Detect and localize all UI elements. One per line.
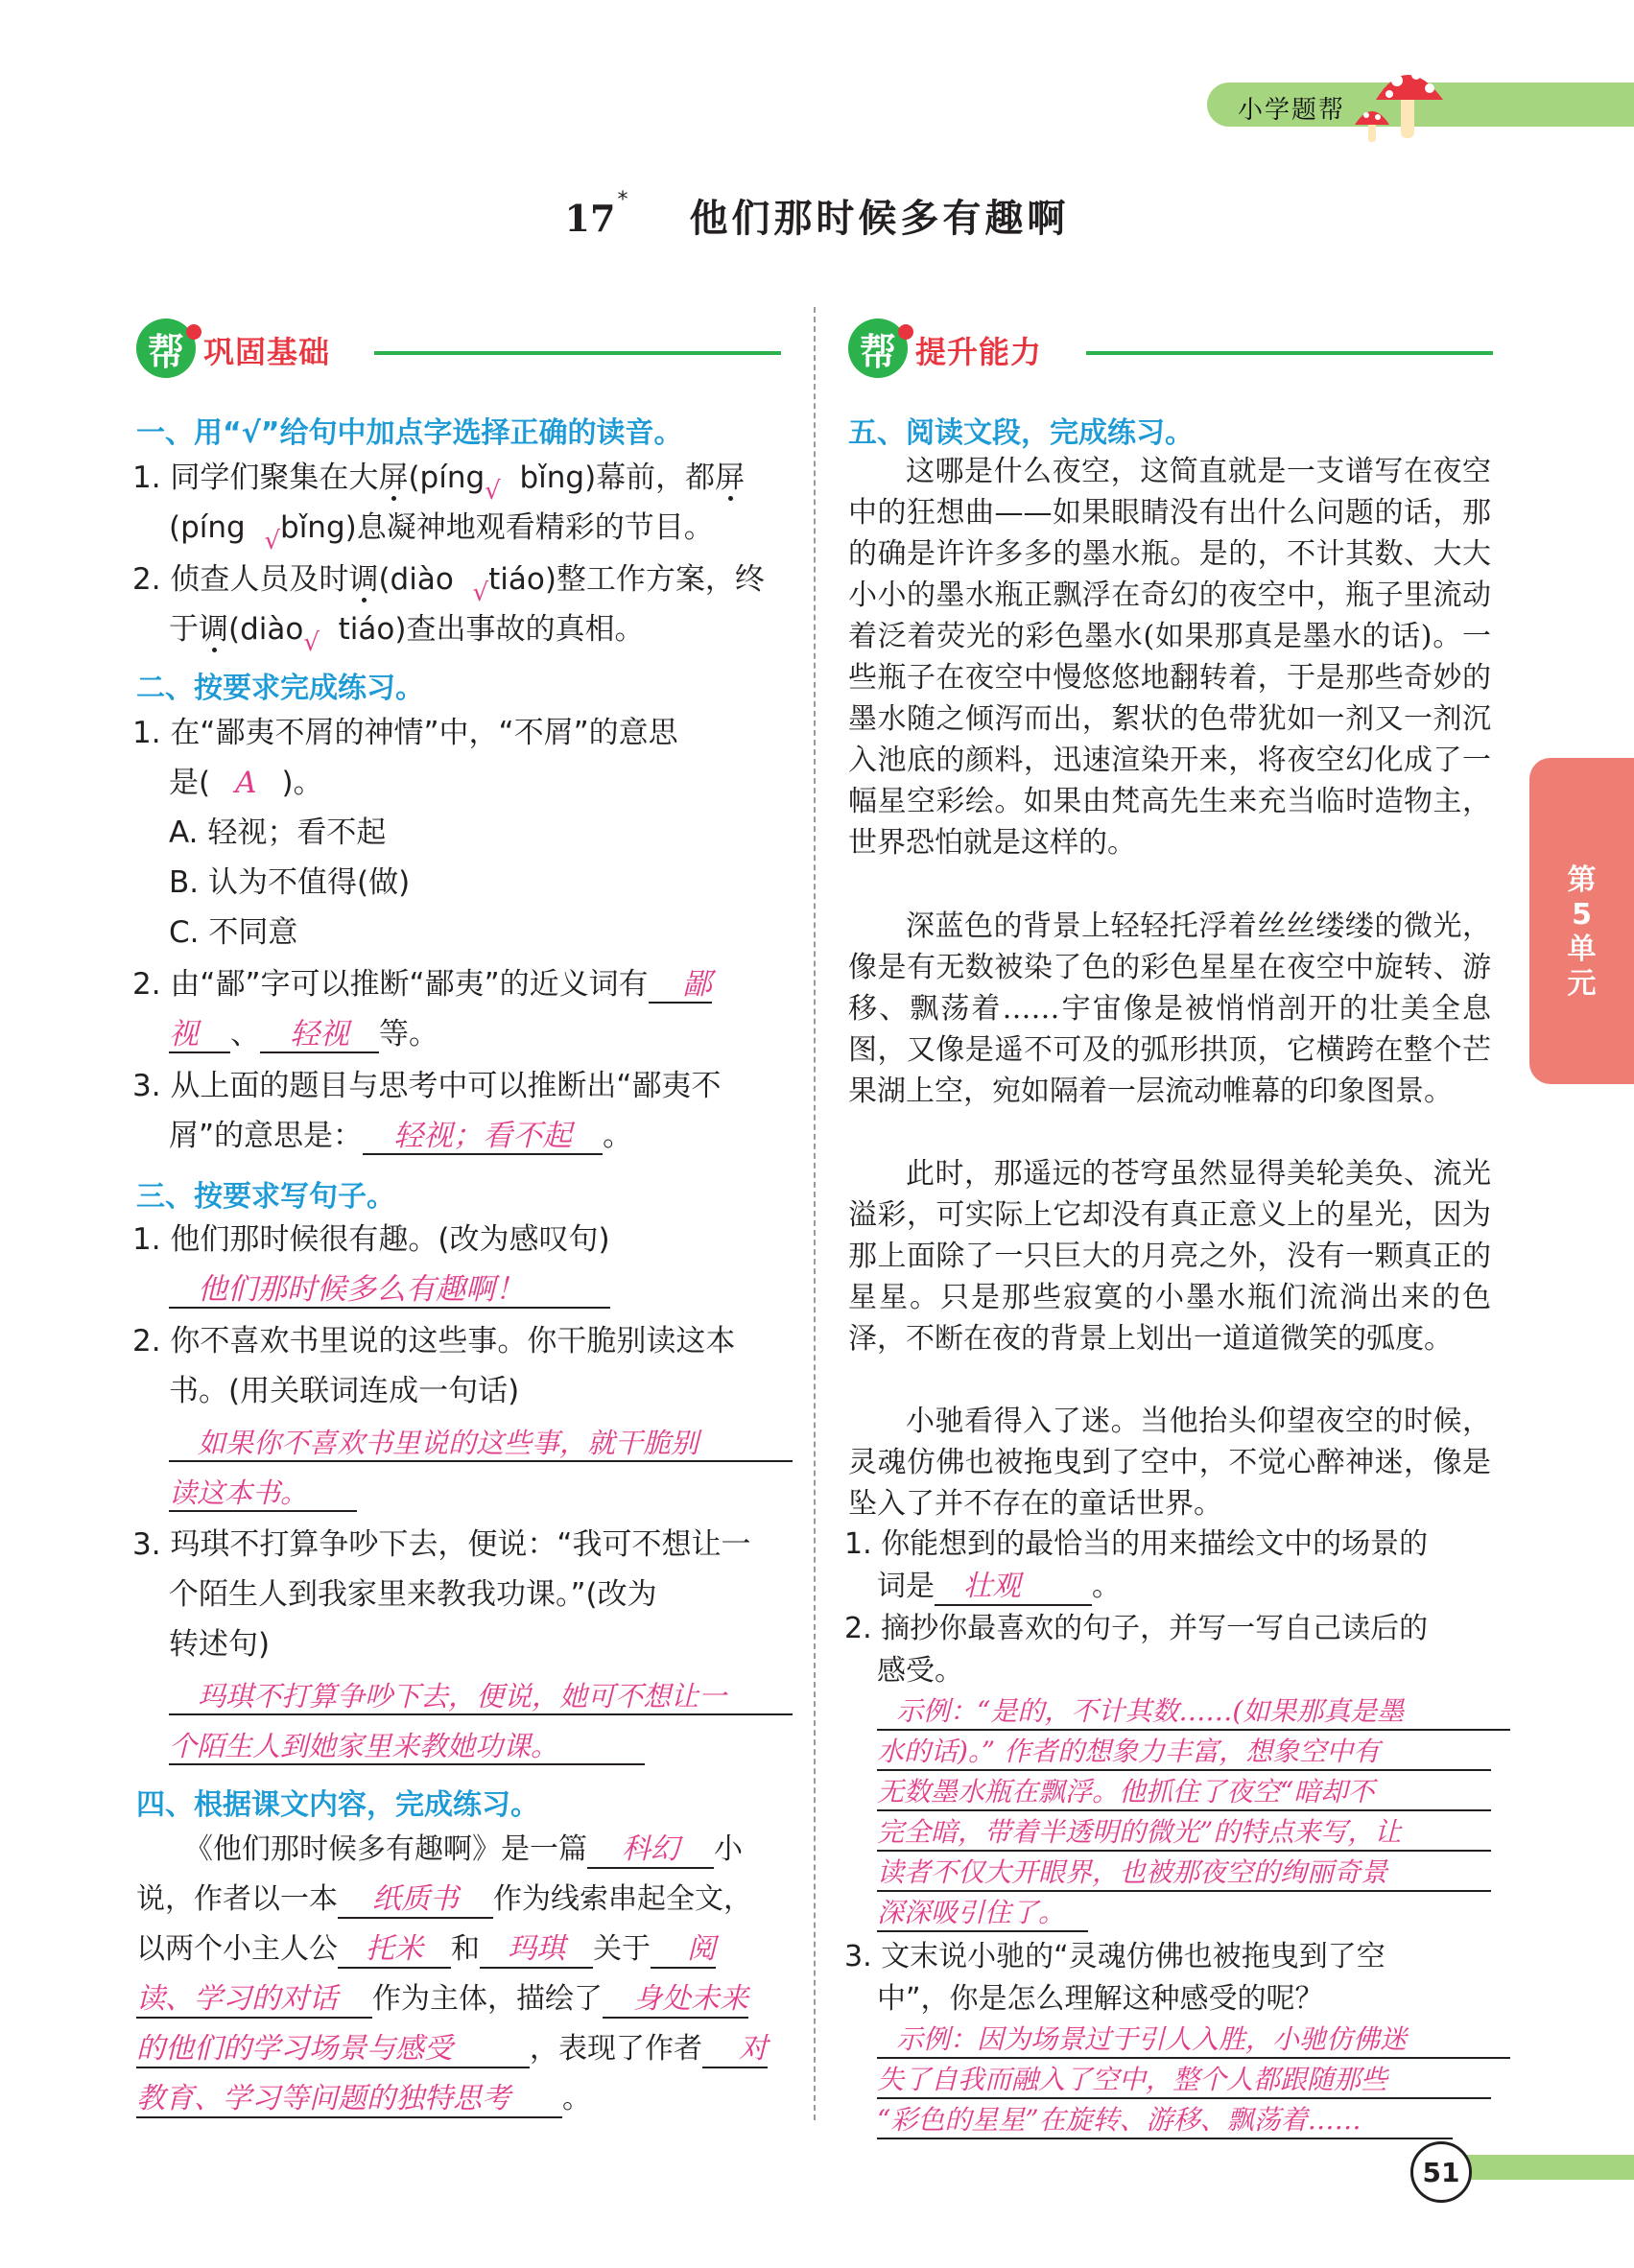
- q2-item1-line2: 是( A )。: [169, 766, 323, 800]
- answer-text: 壮观: [935, 1570, 1092, 1606]
- question-5-heading: 五、阅读文段，完成练习。: [848, 416, 1194, 450]
- answer-text: 阅: [651, 1932, 716, 1969]
- q4-line3: 以两个小主人公 托米 和 玛琪 关于 阅: [136, 1930, 716, 1969]
- section-header-basics: [136, 313, 781, 390]
- q5-item1-line1: 1. 你能想到的最恰当的用来描绘文中的场景的: [844, 1527, 1429, 1561]
- q2-item3-line2: 屑”的意思是： 轻视；看不起 。: [169, 1119, 633, 1153]
- q3-item2-line1: 2. 你不喜欢书里说的这些事。你干脆别读这本: [132, 1324, 736, 1358]
- reading-paragraph-1: 这哪是什么夜空，这简直就是一支谱写在夜空中的狂想曲——如果眼睛没有出什么问题的话，那的确是许许多多的墨水瓶。是的，不计其数、大大小小的墨水瓶正飘浮在奇幻的夜空中，瓶子里流动着泛着荧光的彩色墨水(如果那真是墨水的话)。一些瓶子在夜空中慢悠悠地翻转着，于是那些奇妙的墨水随之倾泻而出，絮状的色带犹如一剂又一剂沉入池底的颜料，迅速渲染开来，将夜空幻化成了一幅星空彩绘。如果由梵高先生来充当临时造物主，世界恐怕就是这样的。: [848, 455, 1491, 860]
- column-divider: [814, 307, 816, 2120]
- page-title: [0, 188, 1634, 243]
- brand-label: 小学题帮: [1238, 96, 1346, 125]
- unit-tab: [1529, 758, 1634, 1084]
- q1-item1-line1: 1. 同学们聚集在大屏(píng$_√$ bǐng)幕前，都屏: [132, 461, 746, 506]
- q2-item2-line1: 2. 由“鄙”字可以推断“鄙夷”的近义词有 鄙: [132, 967, 712, 1002]
- answer-text: 读、学习的对话: [136, 1982, 372, 2019]
- answer-text: 的他们的学习场景与感受: [136, 2032, 530, 2068]
- answer-text: 水的话)。” 作者的想象力丰富，想象空中有: [877, 1735, 1491, 1771]
- check-mark: √: [264, 527, 281, 555]
- q4-line2: 说，作者以一本 纸质书 作为线索串起全文，: [136, 1880, 752, 1919]
- question-4-heading: 四、根据课文内容，完成练习。: [136, 1788, 539, 1822]
- unit-tab-label: 第 5 单 元: [1567, 863, 1597, 1001]
- question-2-heading: 二、按要求完成练习。: [136, 672, 424, 705]
- answer-text: “彩色的星星”在旋转、游移、飘荡着……: [877, 2103, 1453, 2139]
- q1-item2-line2: 于调(diào$_√$ tiáo)查出事故的真相。: [169, 612, 645, 657]
- q5-item2-answer: [877, 1692, 1510, 1731]
- q3-item2-answer: [169, 1474, 357, 1512]
- answer-text: 身处未来: [603, 1982, 748, 2019]
- section-badge: 帮: [136, 319, 196, 378]
- dotted-char: 调: [199, 612, 228, 647]
- option-c: C. 不同意: [169, 915, 298, 950]
- q5-item2-answer: [877, 1733, 1491, 1771]
- q3-item3-answer: [169, 1677, 793, 1715]
- q5-item3-line2: 中”，你是怎么理解这种感受的呢？: [877, 1982, 1324, 2016]
- answer-text: 教育、学习等问题的独特思考: [136, 2082, 562, 2118]
- answer-text: 如果你不喜欢书里说的这些事，就干脆别: [169, 1426, 793, 1462]
- answer-text: 轻视；看不起: [363, 1119, 603, 1155]
- q5-item3-answer: [877, 2020, 1510, 2059]
- q1-item2-line1: 2. 侦查人员及时调(diào $_√$tiáo)整工作方案，终: [132, 562, 765, 607]
- q5-item1-line2: 词是 壮观 。: [877, 1568, 1121, 1606]
- q4-line6: 教育、学习等问题的独特思考 。: [136, 2080, 591, 2118]
- answer-text: 深深吸引住了。: [877, 1896, 1088, 1932]
- answer-text: 玛琪: [480, 1932, 593, 1969]
- answer-text: 个陌生人到她家里来教她功课。: [169, 1729, 645, 1765]
- answer-text: 纸质书: [338, 1882, 493, 1919]
- question-1-heading: 一、用“√”给句中加点字选择正确的读音。: [136, 416, 683, 450]
- mushroom-icon: [1351, 56, 1456, 148]
- answer-text: 轻视: [260, 1017, 379, 1053]
- q2-item1-line1: 1. 在“鄙夷不屑的神情”中，“不屑”的意思: [132, 716, 678, 750]
- answer-text: 他们那时候多么有趣啊！: [169, 1272, 610, 1309]
- section-rule: [1086, 351, 1493, 355]
- q3-item3-line1: 3. 玛琪不打算争吵下去，便说：“我可不想让一: [132, 1527, 751, 1562]
- q2-item3-line1: 3. 从上面的题目与思考中可以推断出“鄙夷不: [132, 1069, 722, 1103]
- answer-text: 读者不仅大开眼界，也被那夜空的绚丽奇景: [877, 1855, 1491, 1892]
- reading-paragraph-2: 深蓝色的背景上轻轻托浮着丝丝缕缕的微光，像是有无数被染了色的彩色星星在夜空中旋转、游移、飘荡着……宇宙像是被悄悄剖开的壮美全息图，又像是遥不可及的弧形拱顶，它横跨在整个芒果湖上空，宛如隔着一层流动帷幕的印象图景。: [848, 910, 1491, 1108]
- q5-item2-answer: [877, 1813, 1491, 1852]
- q3-item1: 1. 他们那时候很有趣。(改为感叹句): [132, 1222, 610, 1257]
- q5-item2-answer: [877, 1854, 1491, 1892]
- dotted-char: 屏: [378, 461, 409, 495]
- answer-text: 示例：“是的，不计其数……(如果那真是墨: [877, 1694, 1510, 1731]
- option-a: A. 轻视；看不起: [169, 815, 387, 850]
- question-3-heading: 三、按要求写句子。: [136, 1180, 395, 1214]
- q2-item2-line2: 视 、 轻视 等。: [169, 1017, 438, 1051]
- q5-item2-answer: [877, 1773, 1491, 1811]
- answer-text: 玛琪不打算争吵下去，便说，她可不想让一: [169, 1679, 793, 1715]
- q4-line1: 《他们那时候多有趣啊》是一篇 科幻 小: [136, 1831, 743, 1869]
- answer-text: 读这本书。: [169, 1476, 357, 1512]
- answer-text: 托米: [338, 1932, 451, 1969]
- lesson-title: 他们那时候多有趣啊: [689, 197, 1070, 241]
- dotted-char: 屏: [715, 461, 746, 495]
- q5-item2-line1: 2. 摘抄你最喜欢的句子，并写一写自己读后的: [844, 1612, 1429, 1645]
- section-rule: [374, 351, 781, 355]
- check-mark: √: [485, 477, 501, 506]
- answer-text: A: [235, 766, 257, 800]
- q3-item3-line2: 个陌生人到我家里来教我功课。”(改为: [169, 1577, 657, 1612]
- q5-item2-line2: 感受。: [877, 1654, 963, 1688]
- lesson-mark: *: [617, 188, 628, 212]
- answer-text: 无数墨水瓶在飘浮。他抓住了夜空“暗却不: [877, 1775, 1491, 1811]
- answer-text: 完全暗，带着半透明的微光”的特点来写，让: [877, 1815, 1491, 1852]
- section-title: 巩固基础: [203, 334, 331, 370]
- q5-item3-line1: 3. 文末说小驰的“灵魂仿佛也被拖曳到了空: [844, 1940, 1385, 1973]
- dotted-char: 调: [348, 562, 379, 597]
- q4-line4: 读、学习的对话 作为主体，描绘了 身处未来: [136, 1980, 748, 2019]
- option-b: B. 认为不值得(做): [169, 865, 411, 900]
- check-mark: √: [303, 628, 320, 657]
- answer-text: 鄙: [649, 967, 712, 1004]
- q5-item3-answer: [877, 2061, 1491, 2099]
- lesson-number: 17: [564, 197, 616, 240]
- page-number: 51: [1410, 2141, 1472, 2203]
- q4-line5: 的他们的学习场景与感受 ，表现了作者 对: [136, 2030, 768, 2068]
- answer-text: 失了自我而融入了空中，整个人都跟随那些: [877, 2063, 1491, 2099]
- reading-paragraph-4: 小驰看得入了迷。当他抬头仰望夜空的时候，灵魂仿佛也被拖曳到了空中，不觉心醉神迷，像是坠入了并不存在的童话世界。: [848, 1405, 1491, 1521]
- answer-text: 视: [169, 1017, 230, 1053]
- section-badge: 帮: [848, 319, 908, 378]
- reading-paragraph-3: 此时，那遥远的苍穹虽然显得美轮美奂、流光溢彩，可实际上它却没有真正意义上的星光，因为那上面除了一只巨大的月亮之外，没有一颗真正的星星。只是那些寂寞的小墨水瓶们流淌出来的色泽，不断在夜的背景上划出一道道微笑的弧度。: [848, 1157, 1491, 1356]
- section-header-ability: [848, 313, 1493, 390]
- section-title: 提升能力: [915, 334, 1043, 370]
- q3-item1-answer: [169, 1270, 610, 1309]
- q1-item1-line2: (píng $_√$bǐng)息凝神地观看精彩的节目。: [169, 510, 714, 555]
- q3-item3-line3: 转述句): [169, 1627, 271, 1662]
- answer-text: 对: [702, 2032, 768, 2068]
- q3-item2-line2: 书。(用关联词连成一句话): [169, 1374, 520, 1408]
- answer-text: 示例：因为场景过于引人入胜，小驰仿佛迷: [877, 2022, 1510, 2059]
- answer-text: 科幻: [587, 1832, 714, 1869]
- q5-item3-answer: [877, 2101, 1453, 2139]
- check-mark: √: [472, 579, 489, 607]
- q5-item2-answer: [877, 1894, 1088, 1932]
- q3-item3-answer: [169, 1727, 645, 1765]
- q3-item2-answer: [169, 1424, 793, 1462]
